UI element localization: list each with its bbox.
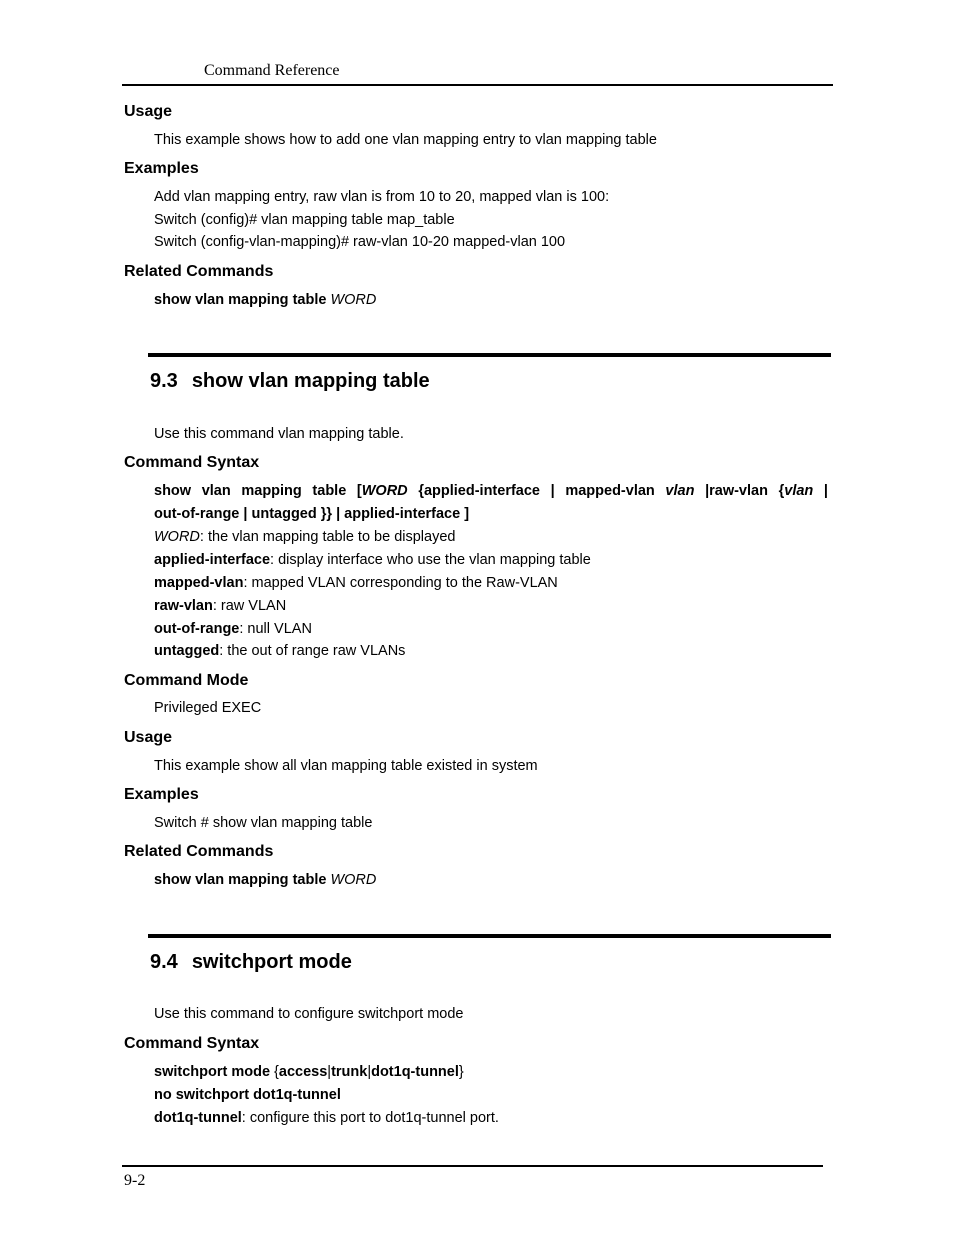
example-line: Switch (config)# vlan mapping table map_table — [154, 212, 455, 228]
section-title-9-3 — [150, 370, 430, 393]
usage-text: This example shows how to add one vlan mapping entry to vlan mapping table — [154, 132, 657, 148]
param-desc: : mapped VLAN corresponding to the Raw-VLAN — [243, 575, 558, 591]
syntax-token: vlan — [201, 483, 231, 499]
param-desc: : null VLAN — [239, 621, 312, 637]
param-term: dot1q-tunnel — [154, 1110, 242, 1126]
page-number: 9-2 — [124, 1172, 146, 1189]
param-line — [154, 529, 455, 545]
related-command — [154, 872, 376, 888]
syntax-token: [WORD — [356, 483, 408, 499]
section-number: 9.3 — [150, 370, 178, 392]
syntax-token: | — [550, 483, 555, 499]
syntax-token: {applied-interface — [418, 483, 540, 499]
related-command — [154, 292, 376, 308]
related-command-name: show vlan mapping table — [154, 292, 327, 308]
param-desc: : the vlan mapping table to be displayed — [199, 529, 456, 545]
syntax-token: show — [154, 483, 192, 499]
param-desc: : the out of range raw VLANs — [219, 643, 406, 659]
running-header: Command Reference — [204, 62, 340, 79]
syntax-command: switchport mode — [154, 1064, 271, 1080]
param-line — [154, 1110, 499, 1126]
related-commands-heading: Related Commands — [124, 843, 274, 860]
example-line: Switch (config-vlan-mapping)# raw-vlan 10-20 mapped-vlan 100 — [154, 234, 566, 250]
usage-text: This example show all vlan mapping table existed in system — [154, 758, 538, 774]
command-mode-heading: Command Mode — [124, 672, 249, 689]
section-title: switchport mode — [191, 951, 352, 973]
param-term: mapped-vlan — [154, 575, 244, 591]
footer-rule — [122, 1165, 823, 1167]
param-term: raw-vlan — [154, 598, 213, 614]
command-mode-text: Privileged EXEC — [154, 700, 262, 716]
param-term: untagged — [154, 643, 220, 659]
examples-heading: Examples — [124, 786, 199, 803]
syntax-no-line: no switchport dot1q-tunnel — [154, 1087, 341, 1103]
param-line — [154, 621, 312, 637]
syntax-token: {vlan — [778, 483, 814, 499]
syntax-token: | — [823, 483, 828, 499]
related-commands-heading: Related Commands — [124, 263, 274, 280]
example-line: Switch # show vlan mapping table — [154, 815, 373, 831]
syntax-token: mapped-vlan — [565, 483, 655, 499]
param-term: WORD — [154, 529, 200, 545]
syntax-token: table — [312, 483, 347, 499]
syntax-token: mapping — [241, 483, 302, 499]
command-syntax-heading: Command Syntax — [124, 1035, 260, 1052]
command-syntax-heading: Command Syntax — [124, 454, 260, 471]
example-line: Add vlan mapping entry, raw vlan is from 10 to 20, mapped vlan is 100: — [154, 189, 610, 205]
usage-heading: Usage — [124, 729, 173, 746]
param-line — [154, 643, 405, 659]
section-title-9-4 — [150, 951, 352, 974]
section-rule — [148, 934, 831, 938]
syntax-line-2: out-of-range | untagged }} | applied-interface ] — [154, 506, 470, 522]
examples-heading: Examples — [124, 160, 199, 177]
param-term: out-of-range — [154, 621, 240, 637]
section-intro: Use this command vlan mapping table. — [154, 426, 404, 442]
param-desc: : display interface who use the vlan mapping table — [270, 552, 591, 568]
related-command-arg: WORD — [330, 872, 377, 888]
section-title: show vlan mapping table — [191, 370, 430, 392]
section-rule — [148, 353, 831, 357]
param-desc: : configure this port to dot1q-tunnel port. — [241, 1110, 499, 1126]
header-rule — [122, 84, 833, 86]
syntax-token: |raw-vlan — [705, 483, 768, 499]
section-intro: Use this command to configure switchport mode — [154, 1006, 464, 1022]
param-line — [154, 552, 591, 568]
related-command-name: show vlan mapping table — [154, 872, 327, 888]
syntax-token: vlan — [665, 483, 695, 499]
param-term: applied-interface — [154, 552, 271, 568]
param-desc: : raw VLAN — [212, 598, 287, 614]
param-line — [154, 575, 558, 591]
section-number: 9.4 — [150, 951, 178, 973]
usage-heading: Usage — [124, 103, 173, 120]
syntax-line-1 — [154, 483, 828, 499]
param-line — [154, 598, 286, 614]
related-command-arg: WORD — [330, 292, 377, 308]
syntax-line: switchport mode {access|trunk|dot1q-tunnel} — [154, 1064, 464, 1080]
